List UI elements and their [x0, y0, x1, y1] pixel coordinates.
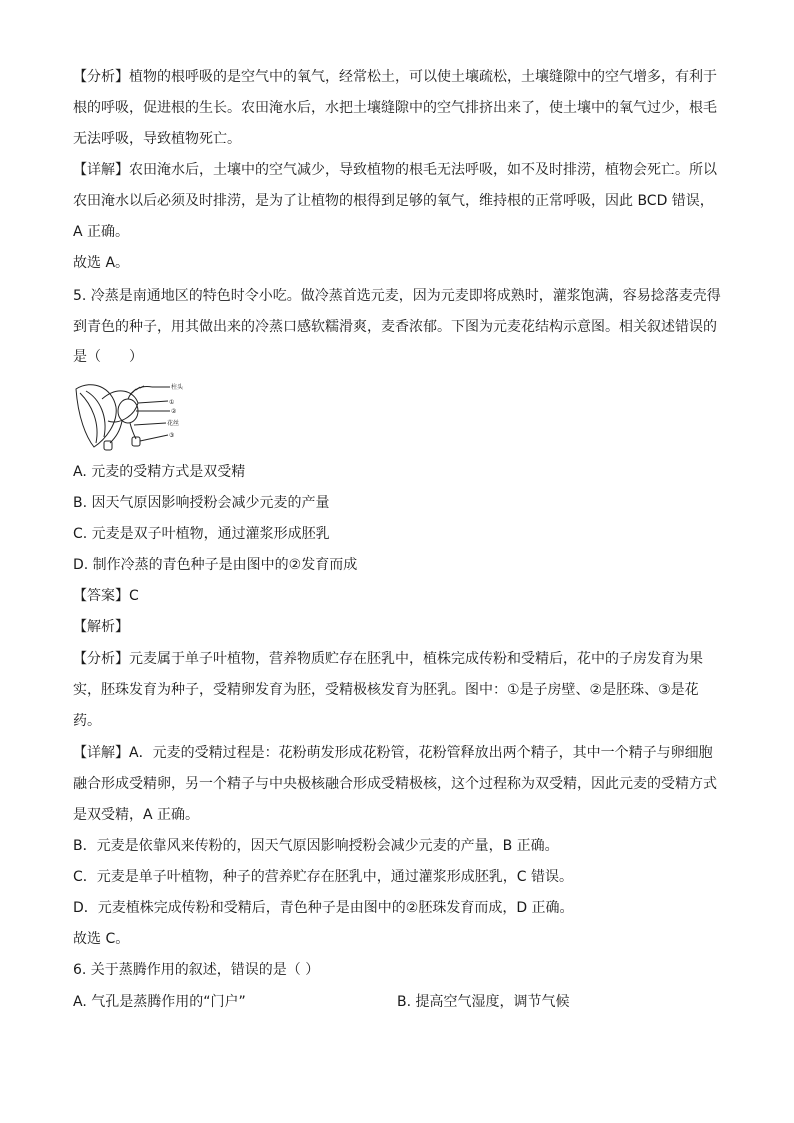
q5-jiexi-heading: 【解析】 [73, 619, 129, 635]
q4-analysis-line-1: 【分析】植物的根呼吸的是空气中的氧气，经常松土，可以使土壤疏松，土壤缝隙中的空气增多，有利于 [73, 69, 717, 85]
q5-choose: 故选 C。 [73, 931, 130, 947]
q4-analysis-line-2: 根的呼吸，促进根的生长。农田淹水后，水把土壤缝隙中的空气排挤出来了，使土壤中的氧气过少，根毛 [73, 100, 717, 116]
stigma [128, 387, 152, 400]
q6-options-row [73, 987, 723, 1018]
ovary [118, 399, 138, 423]
q5-stem-line-1: 5. 冷蒸是南通地区的特色时令小吃。做冷蒸首选元麦，因为元麦即将成熟时，灌浆饱满，容易捻落麦壳得 [73, 288, 721, 304]
filament [110, 421, 122, 443]
q5-option-d: D. 制作冷蒸的青色种子是由图中的②发育而成 [73, 557, 358, 573]
wheat-flower-diagram [72, 377, 190, 452]
glume-vein-2 [86, 391, 105, 437]
q5-option-b: B. 因天气原因影响授粉会减少元麦的产量 [73, 495, 330, 511]
q4-detail-line-1: 【详解】农田淹水后，土壤中的空气减少，导致植物的根毛无法呼吸，如不及时排涝，植物会死亡。所以 [73, 162, 717, 178]
q5-stem-line-3: 是（ ） [73, 349, 143, 365]
q5-detail-line-4: B．元麦是依靠风来传粉的，因天气原因影响授粉会减少元麦的产量，B 正确。 [73, 838, 559, 854]
q5-analysis-line-1: 【分析】元麦属于单子叶植物，营养物质贮存在胚乳中，植株完成传粉和受精后，花中的子房发育为果 [73, 651, 703, 667]
label-filament: 花丝 [167, 420, 180, 427]
label-2: ② [171, 408, 177, 415]
q6-option-b: B. 提高空气湿度，调节气候 [397, 994, 570, 1010]
q5-detail-line-5: C．元麦是单子叶植物，种子的营养贮存在胚乳中，通过灌浆形成胚乳，C 错误。 [73, 869, 573, 885]
label-3: ③ [169, 432, 175, 439]
q5-option-c: C. 元麦是双子叶植物，通过灌浆形成胚乳 [73, 526, 330, 542]
q5-analysis-line-3: 药。 [73, 713, 101, 729]
wheat-flower-svg [72, 377, 190, 452]
q5-detail-line-6: D．元麦植株完成传粉和受精后，青色种子是由图中的②胚珠发育而成，D 正确。 [73, 900, 574, 916]
q5-answer: 【答案】C [73, 588, 139, 604]
q4-choose: 故选 A。 [73, 255, 130, 271]
q6-option-a: A. 气孔是蒸腾作用的“门户” [73, 994, 246, 1010]
q4-detail-line-3: A 正确。 [73, 224, 130, 240]
glume-vein [80, 393, 97, 443]
q6-stem: 6. 关于蒸腾作用的叙述，错误的是（ ） [73, 962, 320, 978]
q4-analysis-line-3: 无法呼吸，导致植物死亡。 [73, 131, 241, 147]
q5-detail-line-3: 是双受精，A 正确。 [73, 807, 200, 823]
q5-analysis-line-2: 实，胚珠发育为种子，受精卵发育为胚，受精极核发育为胚乳。图中：①是子房壁、②是胚珠、③是花 [73, 682, 699, 698]
q4-detail-line-2: 农田淹水以后必须及时排涝，是为了让植物的根得到足够的氧气，维持根的正常呼吸，因此 BCD 错误， [73, 193, 714, 209]
glume-outline [76, 385, 116, 447]
q5-detail-line-1: 【详解】A．元麦的受精过程是：花粉萌发形成花粉管，花粉管释放出两个精子，其中一个精子与卵细胞 [73, 745, 713, 761]
q5-detail-line-2: 融合形成受精卵，另一个精子与中央极核融合形成受精极核，这个过程称为双受精，因此元麦的受精方式 [73, 776, 717, 792]
q5-option-a: A. 元麦的受精方式是双受精 [73, 464, 246, 480]
q5-stem-line-2: 到青色的种子，用其做出来的冷蒸口感软糯滑爽，麦香浓郁。下图为元麦花结构示意图。相关叙述错误的 [73, 319, 717, 335]
label-1: ① [169, 399, 175, 406]
label-stigma: 柱头 [171, 384, 184, 391]
